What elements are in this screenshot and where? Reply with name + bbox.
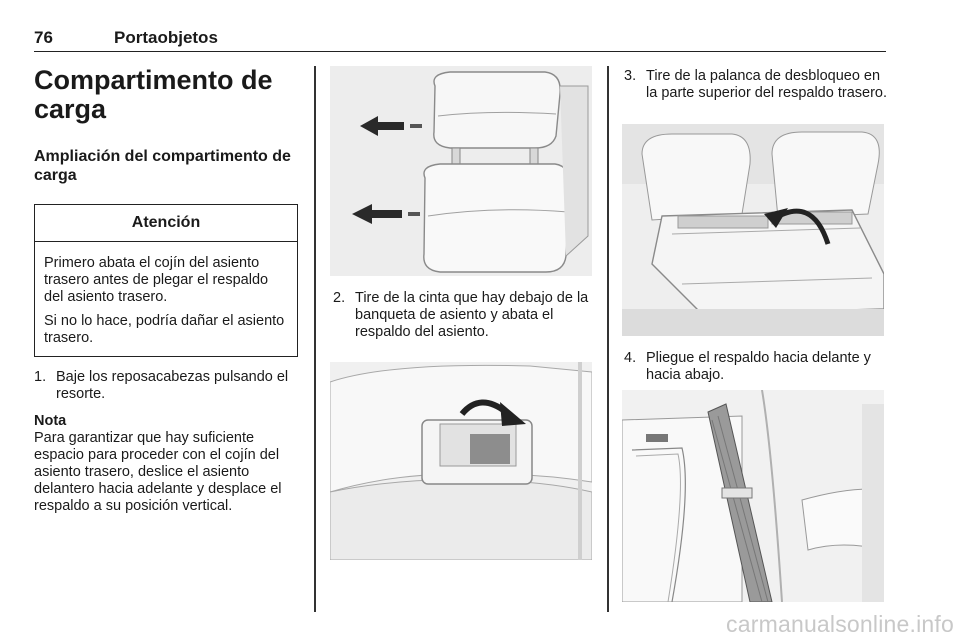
headrests-drawing	[330, 66, 592, 276]
step-number: 2.	[333, 290, 346, 306]
step-number: 1.	[34, 369, 47, 385]
note-label: Nota	[34, 413, 67, 429]
note-text: Para garantizar que hay suficiente espacio para proceder con el cojín del asiento trasero, deslice el asiento delantero hacia adelante y desplace el respaldo a su posición vertical.	[34, 430, 282, 514]
section-name: Portaobjetos	[114, 28, 218, 47]
section-subtitle: Ampliación del compartimento de carga	[34, 148, 291, 184]
illustration-fold-backrest	[622, 390, 884, 602]
attention-heading: Atención	[35, 205, 297, 242]
page-number: 76	[34, 28, 53, 47]
attention-box	[34, 204, 298, 357]
step-4	[624, 350, 890, 384]
step-1	[34, 369, 300, 403]
step-list-1	[34, 369, 300, 403]
fold-backrest-drawing	[622, 390, 884, 602]
footer-watermark: carmanualsonline.info	[726, 611, 954, 637]
attention-paragraph-1: Primero abata el cojín del asiento trasero antes de plegar el respaldo del asiento trasero.	[44, 255, 269, 305]
illustration-release-lever	[622, 124, 884, 336]
page-header	[34, 26, 886, 52]
step-number: 3.	[624, 68, 637, 84]
column-divider-2	[607, 66, 609, 612]
attention-body	[35, 242, 297, 356]
step-text: Baje los reposacabezas pulsando el resorte.	[56, 369, 289, 402]
step-number: 4.	[624, 350, 637, 366]
step-text: Tire de la palanca de desbloqueo en la parte superior del respaldo trasero.	[646, 68, 887, 101]
illustration-headrests	[330, 66, 592, 276]
column-divider-1	[314, 66, 316, 612]
step-text: Pliegue el respaldo hacia delante y hacia abajo.	[646, 350, 871, 383]
step-text: Tire de la cinta que hay debajo de la banqueta de asiento y abata el respaldo del asiento.	[355, 290, 589, 340]
step-2	[333, 290, 598, 341]
release-lever-drawing	[622, 124, 884, 336]
column-left	[34, 60, 300, 515]
attention-paragraph-2: Si no lo hace, podría dañar el asiento trasero.	[44, 313, 285, 346]
seat-strap-drawing	[330, 362, 592, 560]
step-3	[624, 68, 890, 102]
illustration-seat-strap	[330, 362, 592, 560]
page-title: Compartimento de carga	[34, 65, 273, 124]
